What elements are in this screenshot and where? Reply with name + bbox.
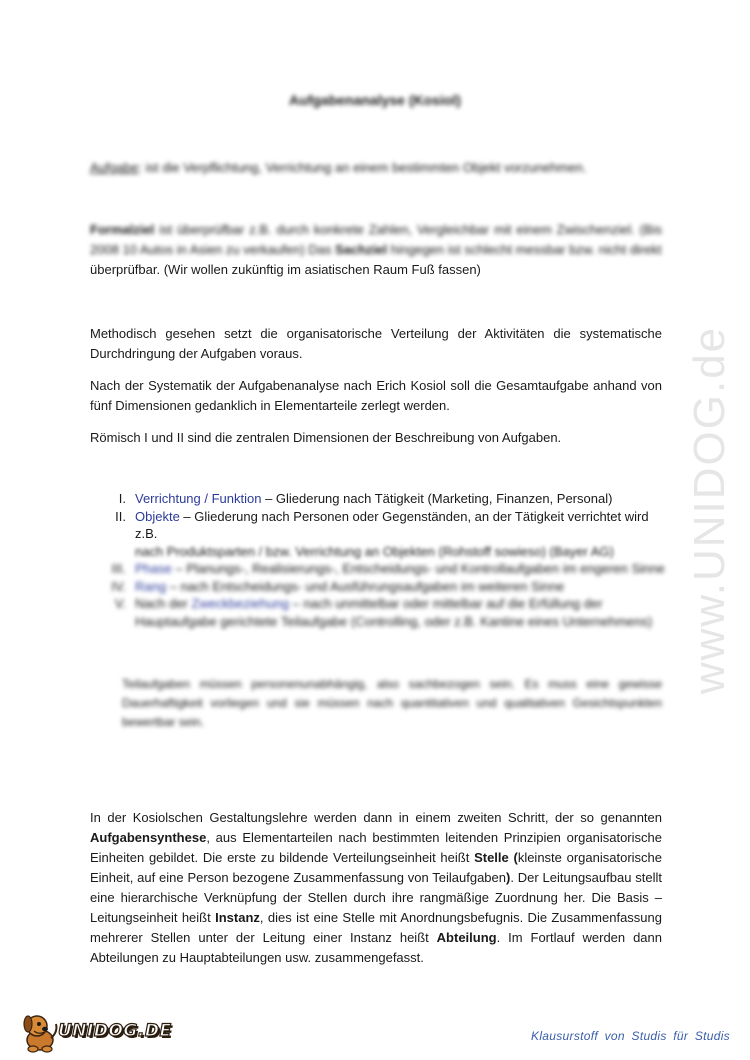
dimension-text: – nach Entscheidungs- und Ausführungsaufgaben im weiteren Sinne [166,578,565,594]
paragraph-methodisch: Methodisch gesehen setzt die organisatorische Verteilung der Aktivitäten die systematische Durchdringung der Aufgaben voraus. [90,326,662,361]
dimension-number: II. [115,508,126,524]
paragraph-systematik: Nach der Systematik der Aufgabenanalyse nach Erich Kosiol soll die Gesamtaufgabe anhand von fünf Dimensionen gedanklich in Elementarteile zerlegt werden. [90,378,662,413]
dimension-item [90,578,665,596]
dimension-continuation: nach Produktsparten / bzw. Verrichtung an Objekten (Rohstoff sowieso) (Bayer AG) [135,543,614,559]
watermark-text: www.UNIDOG.de [685,325,734,695]
dimension-item [90,595,665,630]
formalziel-blurred-part [90,220,662,260]
dimension-item [90,490,665,508]
dimension-number: V. [114,596,126,611]
dimension-continuation: Hauptaufgabe gerichtete Teilaufgabe (Controlling, oder z.B. Kantine eines Unternehmens) [135,613,653,629]
synthesis-text: kleinste organisatorische Einheit, auf eine Person bezogene Zusammenfassung von Teilaufgaben [90,850,663,885]
page-title: Aufgabenanalyse (Kosiol) [289,92,461,108]
teilaufgaben-note: Teilaufgaben müssen personenunabhängig, also sachbezogen sein. Es muss eine gewisse Dauerhaftigkeit vorliegen und sie müssen nach quantitativen und qualitativen Gesichtspunkten bewertbar sein. [122,677,662,729]
synthesis-text: . Der Leitungsaufbau stellt eine hierarchische Verknüpfung der Stellen durch ihre rangmäßige Zuordnung her. Die Basis – Leitungseinheit heißt [90,870,662,925]
definition-term: Aufgabe [90,160,139,175]
formalziel-text: ist überprüfbar z.B. durch konkrete Zahlen, Vergleichbar mit einem Zwischenziel. (Bis 2008 10 Autos in Asien zu verkaufen) Das [90,222,662,257]
dimension-label: Zweckbeziehung [191,596,289,611]
dimension-text: – nach unmittelbar oder mittelbar auf die Erfüllung der [288,596,603,611]
dimension-item [90,508,665,561]
sachziel-text: hingegen ist schlecht messbar bzw. nicht direkt [387,242,662,257]
dimension-item [90,560,665,578]
dimension-text: – Planungs-, Realisierungs-, Entscheidungs- und Kontrollaufgaben im engeren Sinne [171,561,665,576]
term-abteilung: Abteilung [436,930,497,945]
synthesis-paragraph [90,808,662,968]
formalziel-term: Formalziel [90,222,155,237]
term-stelle: Stelle ( [474,850,518,865]
dimension-number: III. [111,561,126,576]
formalziel-paragraph [90,220,662,280]
definition-paragraph [90,158,662,178]
definition-text: : ist die Verpflichtung, Verrichtung an einem bestimmten Objekt vorzunehmen. [138,160,587,175]
dimension-label: Rang [135,578,167,594]
dimension-prefix: Nach der [135,596,192,611]
synthesis-text: , aus Elementarteilen nach bestimmten leitenden Prinzipien organisatorische Einheiten gebildet. Die erste zu bildende Verteilungseinheit heißt [90,830,662,865]
dimension-label: Phase [135,561,172,576]
dimension-text: – Gliederung nach Personen oder Gegenständen, an der Tätigkeit verrichtet wird z.B. [135,508,649,541]
logo-text: UNIDOG.DE [58,1021,172,1041]
footer-tagline: Klausurstoff von Studis für Studis [531,1029,730,1043]
dimension-number: I. [118,491,126,506]
paragraph-roemisch: Römisch I und II sind die zentralen Dimensionen der Beschreibung von Aufgaben. [90,430,562,445]
dimension-number: IV. [111,578,126,594]
sachziel-term: Sachziel [335,242,388,257]
synthesis-text: In der Kosiolschen Gestaltungslehre werden dann in einem zweiten Schritt, der so genannten [90,810,662,825]
dimensions-list [90,490,665,630]
dimension-label: Verrichtung / Funktion [135,491,262,506]
dimension-label: Objekte [135,508,180,524]
term-aufgabensynthese: Aufgabensynthese [90,830,207,845]
term-bracket: ) [506,870,511,885]
dimension-text: – Gliederung nach Tätigkeit (Marketing, Finanzen, Personal) [261,491,613,506]
synthesis-text: . Im Fortlauf werden dann Abteilungen zu Hauptabteilungen usw. zusammengefasst. [90,930,662,965]
synthesis-text: , dies ist eine Stelle mit Anordnungsbefugnis. Die Zusammenfassung mehrerer Stellen unter der Leitung einer Instanz heißt [90,910,662,945]
unidog-logo [20,1010,172,1054]
term-instanz: Instanz [215,910,260,925]
formalziel-visible-line: überprüfbar. (Wir wollen zukünftig im asiatischen Raum Fuß fassen) [90,262,481,277]
